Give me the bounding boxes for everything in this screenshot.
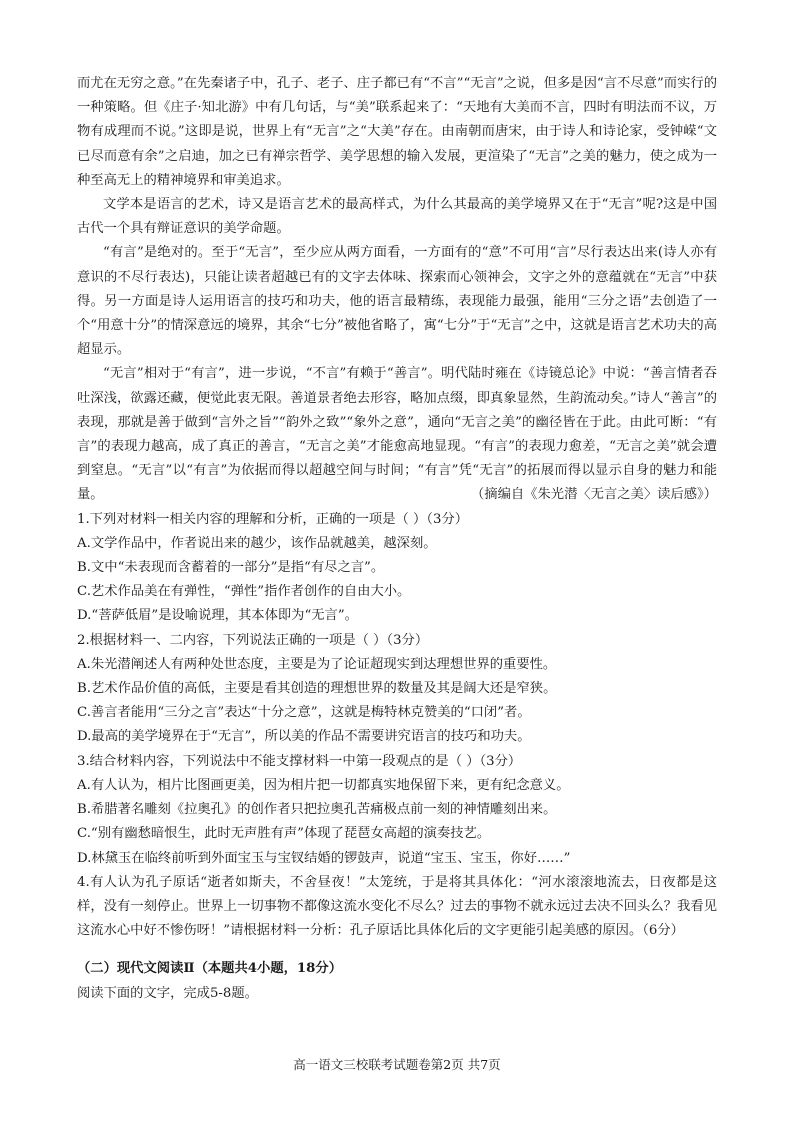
question-1-option-b: B.文中“未表现而含蓄着的一部分”是指“有尽之言”。 bbox=[77, 560, 385, 576]
question-2-option-c: C.善言者能用“三分之言”表达“十分之意”，这就是梅特林克赞美的“口闭”者。 bbox=[77, 705, 531, 721]
passage-paragraph-4 bbox=[77, 362, 717, 507]
question-3 bbox=[77, 750, 717, 871]
section-instruction: 阅读下面的文字，完成5-8题。 bbox=[77, 985, 258, 1001]
question-4-stem: 4.有人认为孔子原话“逝者如斯夫，不舍昼夜！”太笼统，于是将其具体化：“河水滚滚地流去，日夜都是这样，没有一刻停止。世界上一切事物不都像这流水变化不尽么？过去的事物不就永远过去决不回头么？我看见这流水心中好不惨伤呀！”请根据材料一分析：孔子原话比具体化后的文字更能引起美感的原因。（6分） bbox=[77, 874, 717, 939]
question-3-option-c: C.“别有幽愁暗恨生，此时无声胜有声”体现了琵琶女高超的演奏技艺。 bbox=[77, 826, 491, 842]
source-citation: （摘编自《朱光潜〈无言之美〉读后感》） bbox=[471, 487, 717, 503]
section-title-modern-reading-2: （二）现代文阅读Ⅱ（本题共4小题，18分） bbox=[77, 961, 343, 977]
question-1-option-a: A.文学作品中，作者说出来的越少，该作品就越美，越深刻。 bbox=[77, 535, 437, 551]
question-2-stem: 2.根据材料一、二内容，下列说法正确的一项是（ ）（3分） bbox=[77, 632, 429, 648]
question-1-option-c: C.艺术作品美在有弹性，“弹性”指作者创作的自由大小。 bbox=[77, 584, 411, 600]
passage-paragraph-2: 文学本是语言的艺术，诗又是语言艺术的最高样式，为什么其最高的美学境界又在于“无言”呢?这是中国古代一个具有辩证意识的美学命题。 bbox=[77, 197, 717, 237]
page-footer: 高一语文三校联考试题卷第2页 共7页 bbox=[293, 1057, 501, 1072]
page-content bbox=[77, 72, 717, 1006]
question-2 bbox=[77, 629, 717, 750]
question-3-option-b: B.希腊著名雕刻《拉奥孔》的创作者只把拉奥孔苦痛极点前一刻的神情雕刻出来。 bbox=[77, 802, 557, 818]
question-4 bbox=[77, 871, 717, 944]
question-1-stem: 1.下列对材料一相关内容的理解和分析，正确的一项是（ ）（3分） bbox=[77, 511, 469, 527]
question-2-option-b: B.艺术作品价值的高低，主要是看其创造的理想世界的数量及其是阔大还是窄狭。 bbox=[77, 681, 557, 697]
question-3-option-d: D.林黛玉在临终前听到外面宝玉与宝钗结婚的锣鼓声，说道“宝玉、宝玉，你好……” bbox=[77, 850, 571, 866]
passage-paragraph-4-text: “无言”相对于“有言”，进一步说，“不言”有赖于“善言”。明代陆时雍在《诗镜总论》中说：“善言情者吞吐深浅，欲露还藏，便觉此衷无限。善道景者绝去形容，略加点缀，即真象显然，生韵流动矣。”诗人“善言”的表现，那就是善于做到“言外之旨”“韵外之致”“象外之意”，通向“无言之美”的幽径皆在于此。由此可断：“有言”的表现力越高，成了真正的善言，“无言之美”才能愈高地显现。“有言”的表现力愈差，“无言之美”就会遭到窒息。“无言”以“有言”为依据而得以超越空间与时间；“有言”凭“无言”的拓展而得以显示自身的魅力和能量。 bbox=[77, 366, 717, 503]
question-3-stem: 3.结合材料内容，下列说法中不能支撑材料一中第一段观点的是（ ）（3分） bbox=[77, 753, 522, 769]
question-3-option-a: A.有人认为，相片比图画更美，因为相片把一切都真实地保留下来，更有纪念意义。 bbox=[77, 777, 570, 793]
passage-paragraph-1: 而尤在无穷之意。”在先秦诸子中，孔子、老子、庄子都已有“不言”“无言”之说，但多是因“言不尽意”而实行的一种策略。但《庄子·知北游》中有几句话，与“美”联系起来了：“天地有大美而不言，四时有明法而不议，万物有成理而不说。”这即是说，世界上有“无言”之“大美”存在。由南朝而唐宋，由于诗人和诗论家，受钟嵘“文已尽而意有余”之启迪，加之已有禅宗哲学、美学思想的输入发展，更渲染了“无言”之美的魅力，使之成为一种至高无上的精神境界和审美追求。 bbox=[77, 76, 717, 188]
question-1 bbox=[77, 508, 717, 629]
question-2-option-d: D.最高的美学境界在于“无言”，所以美的作品不需要讲究语言的技巧和功夫。 bbox=[77, 729, 531, 745]
question-1-option-d: D.“菩萨低眉”是设喻说理，其本体即为“无言”。 bbox=[77, 608, 358, 624]
passage-paragraph-3: “有言”是绝对的。至于“无言”，至少应从两方面看，一方面有的“意”不可用“言”尽行表达出来(诗人亦有意识的不尽行表达)，只能让读者超越已有的文字去体味、探索而心领神会，文字之外的意蕴就在“无言”中获得。另一方面是诗人运用语言的技巧和功夫，他的语言最精练，表现能力最强，能用“三分之语”去创造了一个“用意十分”的情深意远的境界，其余“七分”被他省略了，寓“七分”于“无言”之中，这就是语言艺术功夫的高超显示。 bbox=[77, 245, 717, 358]
question-2-option-a: A.朱光潜阐述人有两种处世态度，主要是为了论证超现实到达理想世界的重要性。 bbox=[77, 656, 557, 672]
